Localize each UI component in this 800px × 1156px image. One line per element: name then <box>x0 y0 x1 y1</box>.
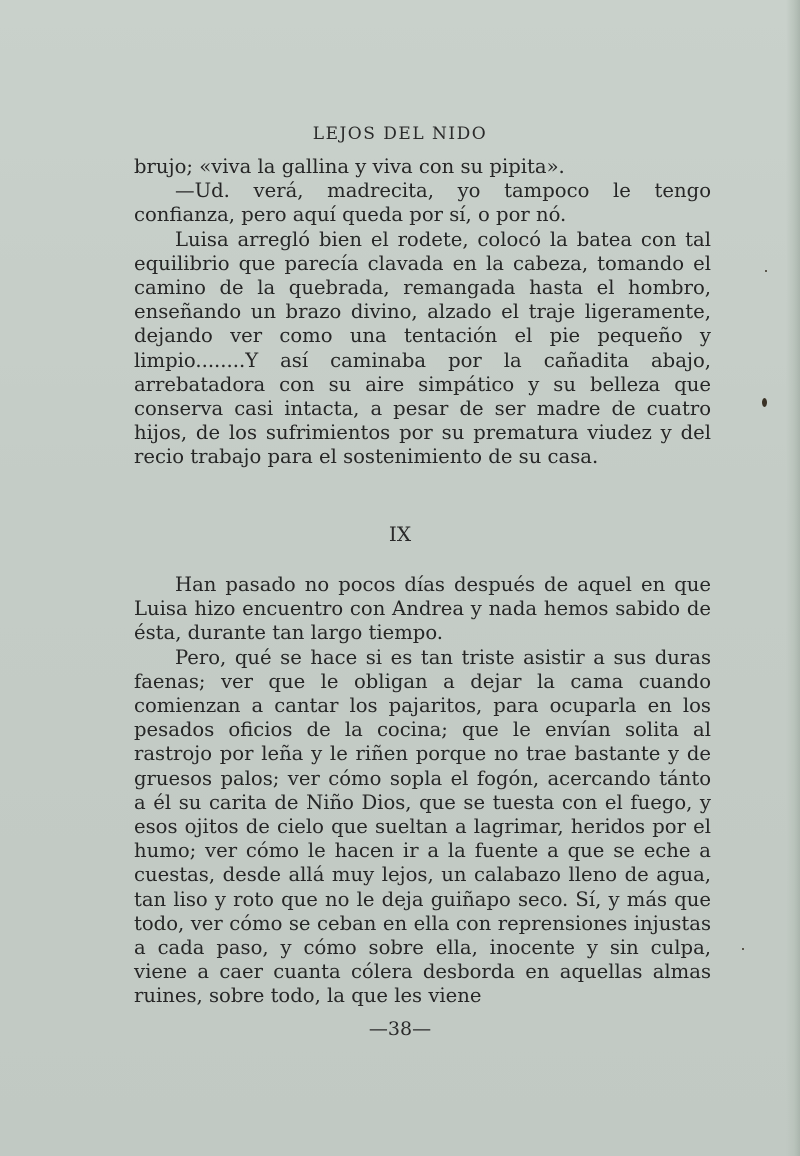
ink-speck <box>762 398 767 407</box>
text-block-bottom <box>134 573 711 1009</box>
paragraph: Pero, qué se hace si es tan triste asistir a sus duras faenas; ver que le obligan a dejar la cama cuando comienzan a cantar los pajaritos, para ocuparla en los pesados oficios de la cocina; que le envían solita al rastrojo por leña y le riñen porque no trae bastante y de gruesos palos; ver cómo sopla el fogón, acercando tánto a él su carita de Niño Dios, que se tuesta con el fuego, y esos ojitos de cielo que sueltan a lagrimar, heridos por el humo; ver cómo le hacen ir a la fuente a que se eche a cuestas, desde allá muy lejos, un calabazo lleno de agua, tan liso y roto que no le deja guiñapo seco. Sí, y más que todo, ver cómo se ceban en ella con reprensiones injustas a cada paso, y cómo sobre ella, inocente y sin culpa, viene a caer cuanta cólera desborda en aquellas almas ruines, sobre todo, la que les viene <box>134 645 711 1008</box>
running-head: LEJOS DEL NIDO <box>312 124 488 144</box>
paragraph: —Ud. verá, madrecita, yo tampoco le tengo confianza, pero aquí queda por sí, o por nó. <box>134 179 711 227</box>
paragraph: Han pasado no pocos días después de aquel en que Luisa hizo encuentro con Andrea y nada hemos sabido de ésta, durante tan largo tiempo. <box>134 573 711 645</box>
page-number: —38— <box>368 1018 432 1040</box>
ink-speck <box>765 270 767 272</box>
page-edge-shadow <box>786 0 800 1156</box>
text-block-top <box>134 155 711 470</box>
paragraph: brujo; «viva la gallina y viva con su pipita». <box>134 155 565 178</box>
ink-speck <box>742 948 744 950</box>
chapter-heading: IX <box>388 522 412 546</box>
paragraph: Luisa arregló bien el rodete, colocó la batea con tal equilibrio que parecía clavada en la cabeza, tomando el camino de la quebrada, remangada hasta el hombro, enseñando un brazo divino, alzado el traje ligeramente, dejando ver como una tentación el pie pequeño y limpio........Y así caminaba por la cañadita abajo, arrebatadora con su aire simpático y su belleza que conserva casi intacta, a pesar de ser madre de cuatro hijos, de los sufrimientos por su prematura viudez y del recio trabajo para el sostenimiento de su casa. <box>134 227 711 469</box>
